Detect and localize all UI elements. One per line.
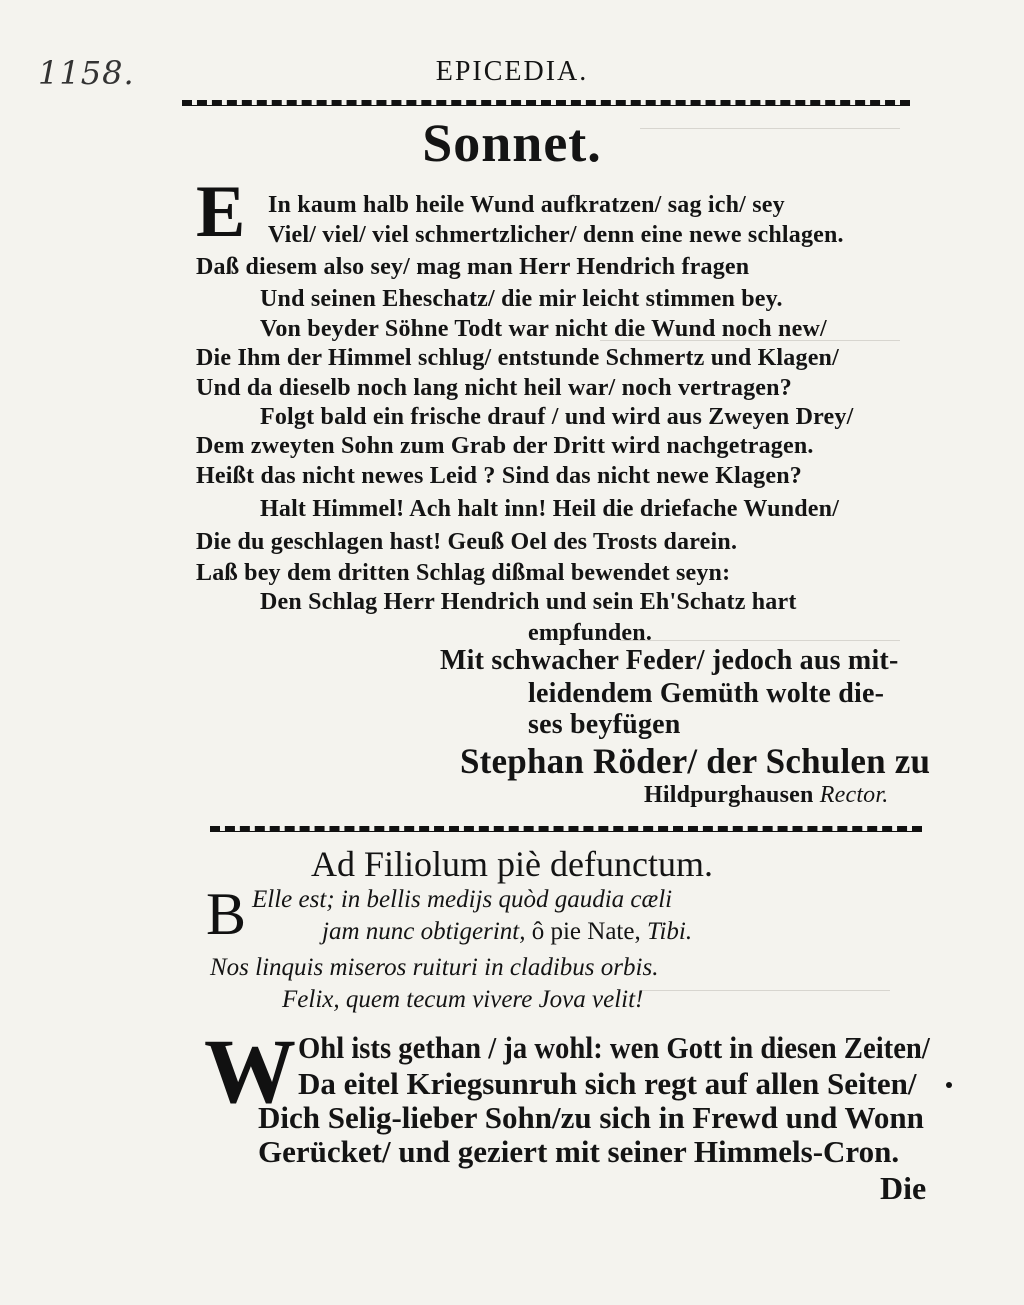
- sonnet-line: Folgt bald ein frische drauf / und wird aus Zweyen Drey/: [260, 404, 854, 430]
- sonnet-line: Die du geschlagen hast! Geuß Oel des Trosts darein.: [196, 529, 738, 555]
- sonnet-line: Halt Himmel! Ach halt inn! Heil die driefache Wunden/: [260, 496, 840, 522]
- ink-speck: [946, 1082, 952, 1088]
- dedication-line: leidendem Gemüth wolte die-: [528, 678, 885, 709]
- german-line: Ohl ists gethan / ja wohl: wen Gott in diesen Zeiten/: [298, 1030, 930, 1065]
- sonnet-line: Daß diesem also sey/ mag man Herr Hendrich fragen: [196, 254, 750, 280]
- latin-line: Felix, quem tecum vivere Jova velit!: [282, 986, 644, 1013]
- latin-line: Elle est; in bellis medijs quòd gaudia cæli: [252, 886, 673, 913]
- sonnet-line: empfunden.: [528, 620, 653, 646]
- author-place: [644, 782, 888, 809]
- german-dropcap: W: [204, 1020, 296, 1122]
- sonnet-line: Laß bey dem dritten Schlag dißmal bewendet seyn:: [196, 560, 731, 586]
- page-number: 1158.: [38, 54, 135, 92]
- latin-dropcap: B: [206, 881, 247, 947]
- author-title: Rector.: [819, 782, 889, 808]
- sonnet-line: Und seinen Eheschatz/ die mir leicht stimmen bey.: [260, 286, 783, 312]
- dedication-line: ses beyfügen: [528, 709, 681, 740]
- latin-line-part: Tibi.: [646, 918, 693, 945]
- catchword: Die: [880, 1170, 927, 1206]
- dedication-line: Mit schwacher Feder/ jedoch aus mit-: [440, 645, 899, 676]
- sonnet-line: Viel/ viel/ viel schmertzlicher/ denn eine newe schlagen.: [268, 222, 844, 248]
- running-header: EPICEDIA.: [435, 56, 589, 87]
- latin-line: [322, 918, 692, 946]
- sonnet-line: Den Schlag Herr Hendrich und sein Eh'Schatz hart: [260, 589, 797, 615]
- sonnet-title: Sonnet.: [422, 113, 602, 173]
- sonnet-dropcap: E: [196, 171, 246, 253]
- sonnet-line: Von beyder Söhne Todt war nicht die Wund noch new/: [260, 316, 827, 342]
- middle-rule: [210, 826, 922, 832]
- latin-heading: Ad Filiolum piè defunctum.: [311, 844, 713, 884]
- sonnet-line: Heißt das nicht newes Leid ? Sind das nicht newe Klagen?: [196, 463, 802, 489]
- german-line: Gerücket/ und geziert mit seiner Himmels-Cron.: [258, 1134, 900, 1169]
- sonnet-line: Und da dieselb noch lang nicht heil war/ noch vertragen?: [196, 375, 792, 401]
- latin-line-part: ô pie Nate,: [531, 918, 641, 945]
- bleed-through-mark: [620, 640, 900, 641]
- author-town: Hildpurghausen: [644, 782, 814, 808]
- latin-line-part: jam nunc obtigerint,: [322, 918, 526, 945]
- bleed-through-mark: [640, 990, 890, 991]
- sonnet-line: Dem zweyten Sohn zum Grab der Dritt wird nachgetragen.: [196, 433, 814, 459]
- author-name: Stephan Röder/ der Schulen zu: [460, 741, 931, 781]
- sonnet-line: Die Ihm der Himmel schlug/ entstunde Schmertz und Klagen/: [196, 345, 839, 371]
- german-line: Dich Selig-lieber Sohn/zu sich in Frewd und Wonn: [258, 1100, 924, 1135]
- sonnet-line: In kaum halb heile Wund aufkratzen/ sag ich/ sey: [268, 192, 785, 218]
- top-rule: [182, 100, 910, 106]
- latin-line: Nos linquis miseros ruituri in cladibus orbis.: [210, 954, 659, 981]
- german-line: Da eitel Kriegsunruh sich regt auf allen Seiten/: [298, 1066, 917, 1101]
